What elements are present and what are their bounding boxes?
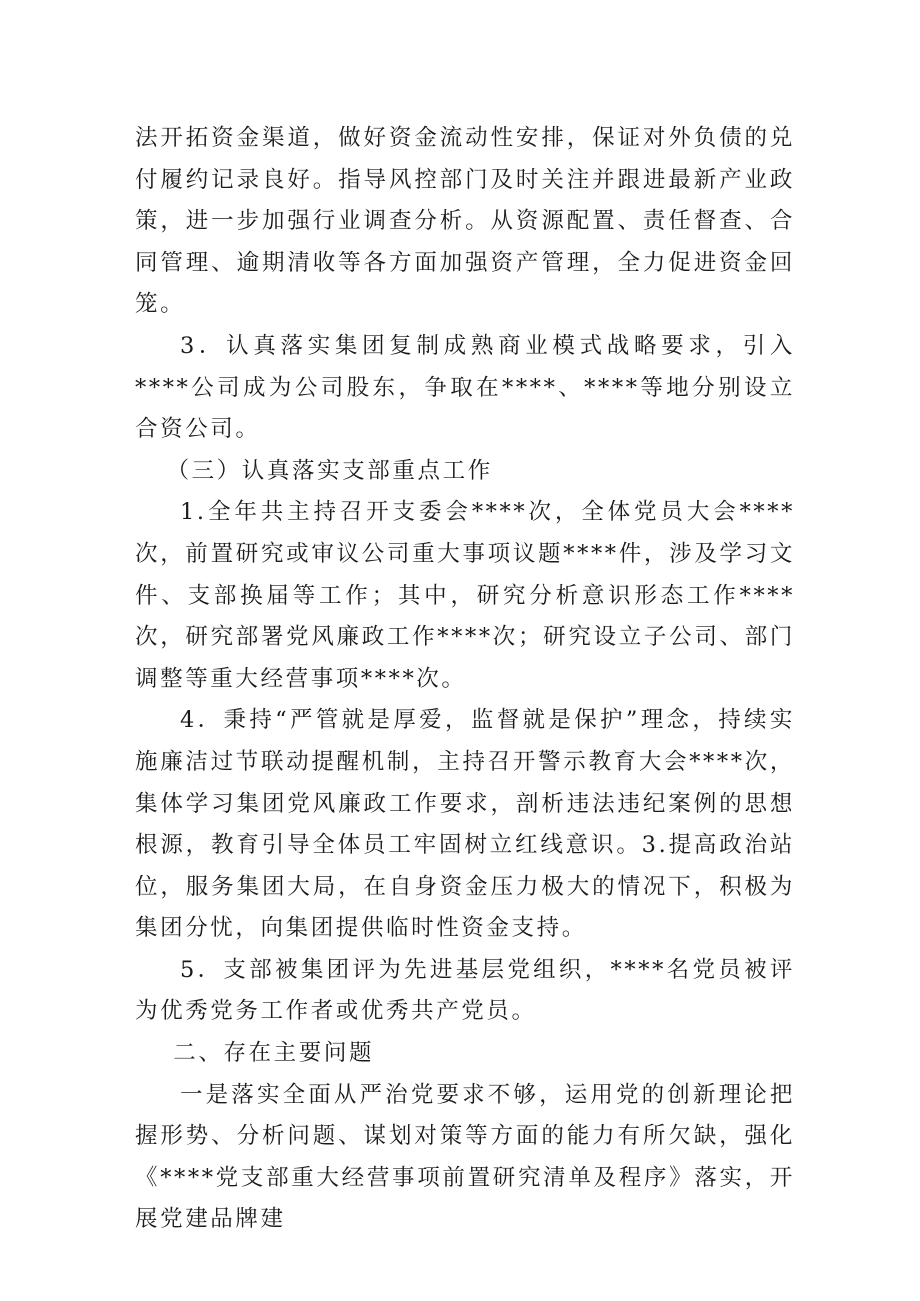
section-heading-3: （三）认真落实支部重点工作 (166, 457, 493, 484)
paragraph-item-4: 4．秉持“严管就是厚爱，监督就是保护”理念，持续实施廉洁过节联动提醒机制，主持召开警示教育大会****次，集体学习集团党风廉政工作要求，剖析违法违纪案例的思想根源，教育引导全体员工牢固树立红线意识。3.提高政治站位，服务集团大局，在自身资金压力极大的情况下，积极为集团分忧，向集团提供临时性资金支持。 (135, 707, 795, 942)
section-heading-2: 二、存在主要问题 (173, 1040, 375, 1067)
paragraph-continued: 法开拓资金渠道，做好资金流动性安排，保证对外负债的兑付履约记录良好。指导风控部门及时关注并跟进最新产业政策，进一步加强行业调查分析。从资源配置、责任督查、合同管理、逾期清收等各方面加强资产管理，全力促进资金回笼。 (135, 125, 795, 318)
document-body (135, 118, 795, 1241)
paragraph-item-3: 3．认真落实集团复制成熟商业模式战略要求，引入****公司成为公司股东，争取在****、****等地分别设立合资公司。 (135, 332, 795, 443)
paragraph-problem-1: 一是落实全面从严治党要求不够，运用党的创新理论把握形势、分析问题、谋划对策等方面的能力有所欠缺，强化《****党支部重大经营事项前置研究清单及程序》落实，开展党建品牌建 (135, 1081, 795, 1233)
paragraph-item-1: 1.全年共主持召开支委会****次，全体党员大会****次，前置研究或审议公司重大事项议题****件，涉及学习文件、支部换届等工作；其中，研究分析意识形态工作****次，研究部署党风廉政工作****次；研究设立子公司、部门调整等重大经营事项****次。 (135, 499, 795, 692)
paragraph-item-5: 5．支部被集团评为先进基层党组织，****名党员被评为优秀党务工作者或优秀共产党员。 (135, 956, 795, 1025)
